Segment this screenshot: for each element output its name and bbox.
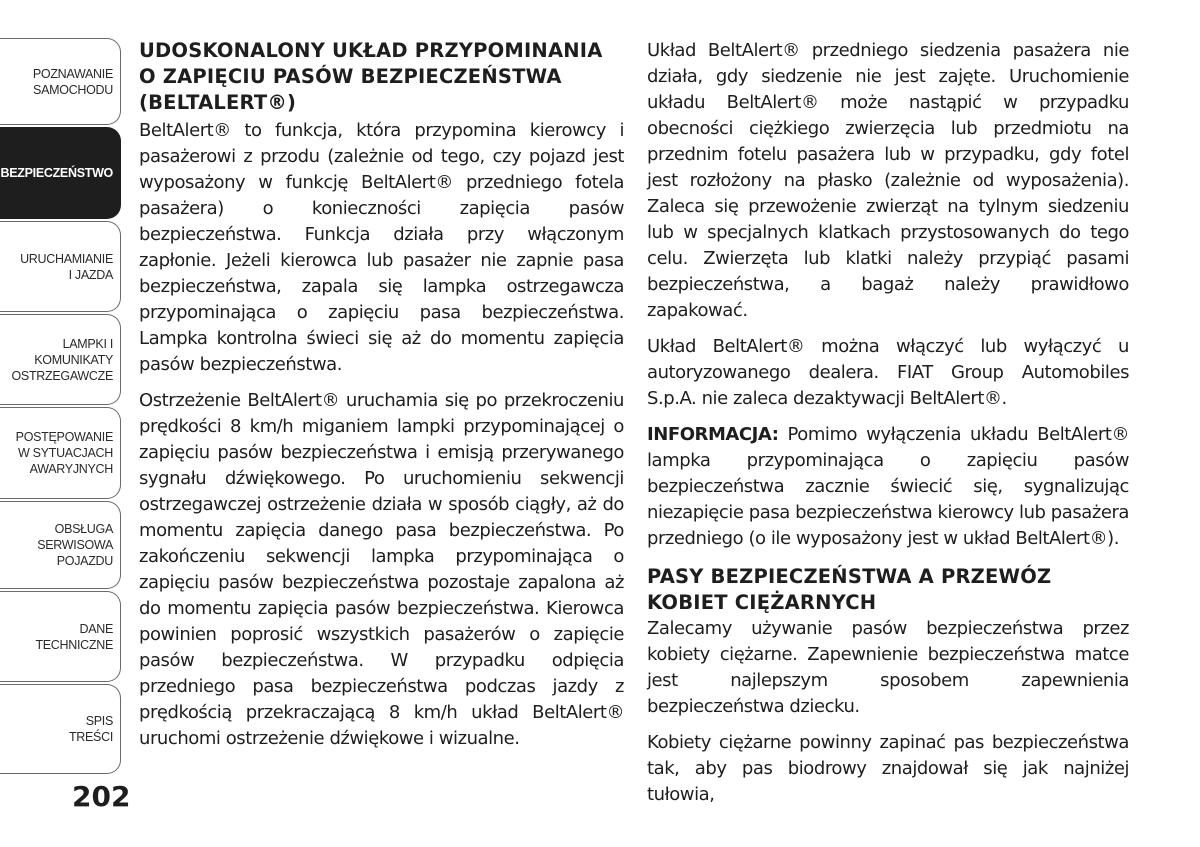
- info-text: Pomimo wyłączenia układu BeltAlert® lampka przypominająca o zapięciu pasów bezpieczeństwa zacznie świecić się, sygnalizując niezapięcie pasa bezpieczeństwa kierowcy lub pasażera przedniego (o ile wyposażony jest w układ BeltAlert®).: [647, 424, 1129, 549]
- section-tabs: [0, 38, 121, 776]
- tab-obsluga-serwisowa[interactable]: OBSŁUGA SERWISOWA POJAZDU: [0, 501, 121, 589]
- right-column: [647, 38, 1129, 818]
- paragraph: Układ BeltAlert® można włączyć lub wyłączyć u autoryzowanego dealera. FIAT Group Automobiles S.p.A. nie zaleca dezaktywacji BeltAlert®.: [647, 336, 1129, 409]
- tab-dane-techniczne[interactable]: DANE TECHNICZNE: [0, 591, 121, 682]
- page-number: 202: [72, 780, 131, 813]
- section-heading-pregnant-women: PASY BEZPIECZEŃSTWA A PRZEWÓZ KOBIET CIĘŻARNYCH: [647, 565, 1052, 614]
- paragraph: Układ BeltAlert® przedniego siedzenia pasażera nie działa, gdy siedzenie nie jest zajęte. Uruchomienie układu BeltAlert® może nastąpić w przypadku obecności ciężkiego zwierzęcia lub przedmiotu na przednim fotelu pasażera lub w przypadku, gdy fotel jest rozłożony na płasko (zależnie od wyposażenia). Zaleca się przewożenie zwierząt na tylnym siedzeniu lub w specjalnych klatkach przystosowanych do tego celu. Zwierzęta lub klatki należy przypiąć pasami bezpieczeństwa, a bagaż należy prawidłowo zapakować.: [647, 40, 1129, 321]
- tab-lampki-i-komunikaty[interactable]: LAMPKI I KOMUNIKATY OSTRZEGAWCZE: [0, 314, 121, 405]
- section-heading-beltalert: UDOSKONALONY UKŁAD PRZYPOMINANIA O ZAPIĘCIU PASÓW BEZPIECZEŃSTWA (BELTALERT®): [139, 39, 603, 114]
- info-note: [647, 422, 1129, 552]
- tab-postepowanie-w-sytuacjach-awaryjnych[interactable]: POSTĘPOWANIE W SYTUACJACH AWARYJNYCH: [0, 407, 121, 499]
- paragraph: Zalecamy używanie pasów bezpieczeństwa przez kobiety ciężarne. Zapewnienie bezpieczeństwa matce jest najlepszym sposobem zapewnienia bezpieczeństwa dziecku.: [647, 618, 1129, 717]
- left-column: [139, 38, 624, 762]
- info-label: INFORMACJA:: [647, 424, 779, 445]
- paragraph: Kobiety ciężarne powinny zapinać pas bezpieczeństwa tak, aby pas biodrowy znajdował się jak najniżej tułowia,: [647, 732, 1129, 805]
- tab-spis-tresci[interactable]: SPIS TREŚCI: [0, 684, 121, 774]
- paragraph: Ostrzeżenie BeltAlert® uruchamia się po przekroczeniu prędkości 8 km/h miganiem lampki przypominającej o zapięciu pasów bezpieczeństwa i emisją przerywanego sygnału dźwiękowego. Po uruchomieniu sekwencji ostrzegawczej ostrzeżenie działa w sposób ciągły, aż do momentu zapięcia danego pasa bezpieczeństwa. Po zakończeniu sekwencji lampka przypominająca o zapięciu pasów bezpieczeństwa pozostaje zapalona aż do momentu zapięcia pasów bezpieczeństwa. Kierowca powinien poprosić wszystkich pasażerów o zapięcie pasów bezpieczeństwa. W przypadku odpięcia przedniego pasa bezpieczeństwa podczas jazdy z prędkością przekraczającą 8 km/h układ BeltAlert® uruchomi ostrzeżenie dźwiękowe i wizualne.: [139, 390, 624, 749]
- tab-uruchamianie-i-jazda[interactable]: URUCHAMIANIE I JAZDA: [0, 221, 121, 312]
- paragraph: BeltAlert® to funkcja, która przypomina kierowcy i pasażerowi z przodu (zależnie od tego, czy pojazd jest wyposażony w funkcję BeltAlert® przedniego fotela pasażera) o konieczności zapięcia pasów bezpieczeństwa. Funkcja działa przy włączonym zapłonie. Jeżeli kierowca lub pasażer nie zapnie pasa bezpieczeństwa, zapala się lampka ostrzegawcza przypominająca o zapięciu pasa bezpieczeństwa. Lampka kontrolna świeci się aż do momentu zapięcia pasów bezpieczeństwa.: [139, 120, 624, 375]
- tab-bezpieczenstwo[interactable]: BEZPIECZEŃSTWO: [0, 127, 121, 219]
- tab-poznawanie-samochodu[interactable]: POZNAWANIE SAMOCHODU: [0, 38, 121, 125]
